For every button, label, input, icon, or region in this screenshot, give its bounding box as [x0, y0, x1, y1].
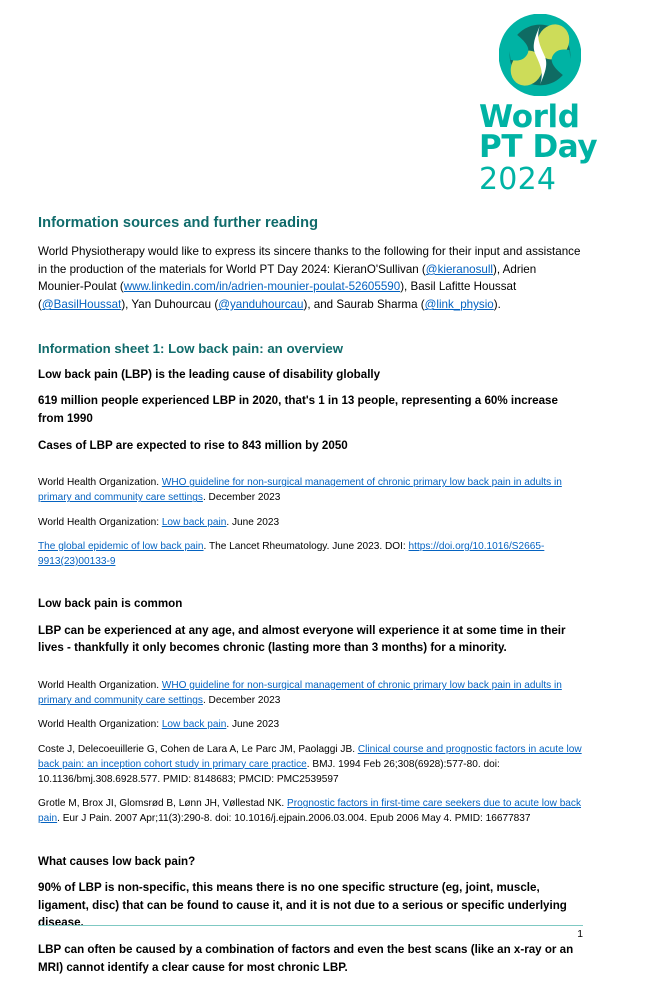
section-heading-leading-cause: Low back pain (LBP) is the leading cause of disability globally — [38, 367, 381, 381]
ref2b-prefix: World Health Organization: — [38, 719, 162, 731]
intro-text-part2: ), Adrien Mounier-Poulat ( — [38, 262, 537, 294]
statement-843-million: Cases of LBP are expected to rise to 843 million by 2050 — [38, 438, 348, 452]
page-number: 1 — [577, 929, 583, 940]
reference-coste-1994 — [38, 742, 583, 788]
page-title: Information sources and further reading — [38, 215, 319, 231]
ref2b-suffix: . June 2023 — [226, 719, 280, 731]
logo-wordmark-line2: PT Day — [479, 129, 598, 166]
acknowledgements-paragraph — [38, 243, 583, 313]
ref4b-suffix: . Eur J Pain. 2007 Apr;11(3):290-8. doi: 10.1016/j.ejpain.2006.03.004. Epub 2006 May 4. PMID: 16677837 — [57, 813, 531, 825]
link-kieranosull[interactable]: @kieranosull — [425, 262, 493, 276]
link-yanduhourcau[interactable]: @yanduhourcau — [218, 298, 304, 312]
intro-text-part5: ), and Saurab Sharma ( — [303, 298, 425, 312]
link-doi-lancet[interactable]: https://doi.org/10.1016/S2665-9913(23)00133-9 — [38, 540, 545, 567]
section-heading-lbp-common: Low back pain is common — [38, 597, 183, 611]
link-grotle-prognostic-factors[interactable]: Prognostic factors in first-time care seekers due to acute low back pain — [38, 798, 582, 825]
ref2a-suffix: . June 2023 — [226, 516, 280, 528]
reference-lancet-global-epidemic — [38, 539, 583, 569]
ref3b-suffix: . BMJ. 1994 Feb 26;308(6928):577-80. doi: 10.1136/bmj.308.6928.577. PMID: 8148683; PMCID: PMC2539597 — [38, 758, 500, 785]
ref1a-suffix: . December 2023 — [202, 492, 281, 504]
reference-who-lowbackpain-2 — [38, 717, 583, 732]
world-pt-day-logo — [475, 14, 605, 196]
statement-combination-of-factors: LBP can often be caused by a combination of factors and even the best scans (like an x-ray or an MRI) cannot identify a clear cause for most chronic LBP. — [38, 942, 574, 974]
footer-divider — [38, 925, 583, 926]
link-who-low-back-pain-1[interactable]: Low back pain — [161, 516, 227, 528]
ref1a-prefix: World Health Organization. — [38, 477, 162, 489]
statement-90-percent-nonspecific: 90% of LBP is non-specific, this means there is no one specific structure (eg, joint, muscle, ligament, disc) that can be found to cause it, and it is not due to a serious or specific underlying disease. — [38, 881, 567, 930]
reference-grotle-2007 — [38, 796, 583, 826]
link-who-guideline-1[interactable]: WHO guideline for non-surgical management of chronic primary low back pain in adults in primary and community care settings — [38, 477, 562, 504]
statement-lbp-any-age: LBP can be experienced at any age, and almost everyone will experience it at some time in their lives - thankfully it only becomes chronic (lasting more than 3 months) for a minority. — [38, 623, 566, 655]
logo-wordmark-line1: World — [479, 99, 580, 135]
reference-who-guideline-2 — [38, 678, 583, 708]
link-coste-clinical-course[interactable]: Clinical course and prognostic factors in acute low back pain: an inception cohort study in primary care practice — [38, 743, 582, 770]
intro-text-part4: ), Yan Duhourcau ( — [121, 298, 219, 312]
logo-year: 2024 — [479, 162, 557, 198]
intro-text-part1: World Physiotherapy would like to express its sincere thanks to the following for their input and assistance in the production of the materials for World PT Day 2024: KieranO'Sullivan ( — [38, 245, 581, 276]
link-global-epidemic[interactable]: The global epidemic of low back pain — [38, 540, 204, 552]
statement-619-million: 619 million people experienced LBP in 2020, that's 1 in 13 people, representing a 60% increase from 1990 — [38, 394, 558, 425]
world-pt-day-logo-mark — [499, 14, 581, 96]
document-body — [38, 214, 583, 985]
link-who-guideline-2[interactable]: WHO guideline for non-surgical management of chronic primary low back pain in adults in primary and community care settings — [38, 679, 562, 707]
reference-who-lowbackpain-1 — [38, 515, 583, 530]
link-adrien-linkedin[interactable]: www.linkedin.com/in/adrien-mounier-poulat-52605590 — [123, 280, 401, 294]
link-basilhoussat[interactable]: @BasilHoussat — [41, 298, 122, 312]
sheet-title: Information sheet 1: Low back pain: an overview — [38, 340, 344, 356]
section-heading-what-causes: What causes low back pain? — [38, 854, 196, 868]
ref1b-prefix: World Health Organization. — [38, 679, 162, 691]
intro-text-part3: ), Basil Lafitte Houssat ( — [38, 280, 517, 312]
page-footer — [38, 925, 583, 940]
intro-text-part6: ). — [493, 298, 501, 312]
ref3a-middle: . The Lancet Rheumatology. June 2023. DOI: — [203, 540, 409, 552]
reference-who-guideline-1 — [38, 475, 583, 505]
link-who-low-back-pain-2[interactable]: Low back pain — [161, 719, 227, 731]
ref1b-suffix: . December 2023 — [202, 695, 281, 707]
ref4b-prefix: Grotle M, Brox JI, Glomsrød B, Lønn JH, Vøllestad NK. — [38, 798, 288, 810]
ref3b-prefix: Coste J, Delecoeuillerie G, Cohen de Lara A, Le Parc JM, Paolaggi JB. — [38, 743, 358, 755]
ref2a-prefix: World Health Organization: — [38, 516, 162, 528]
link-link-physio[interactable]: @link_physio — [424, 298, 494, 312]
